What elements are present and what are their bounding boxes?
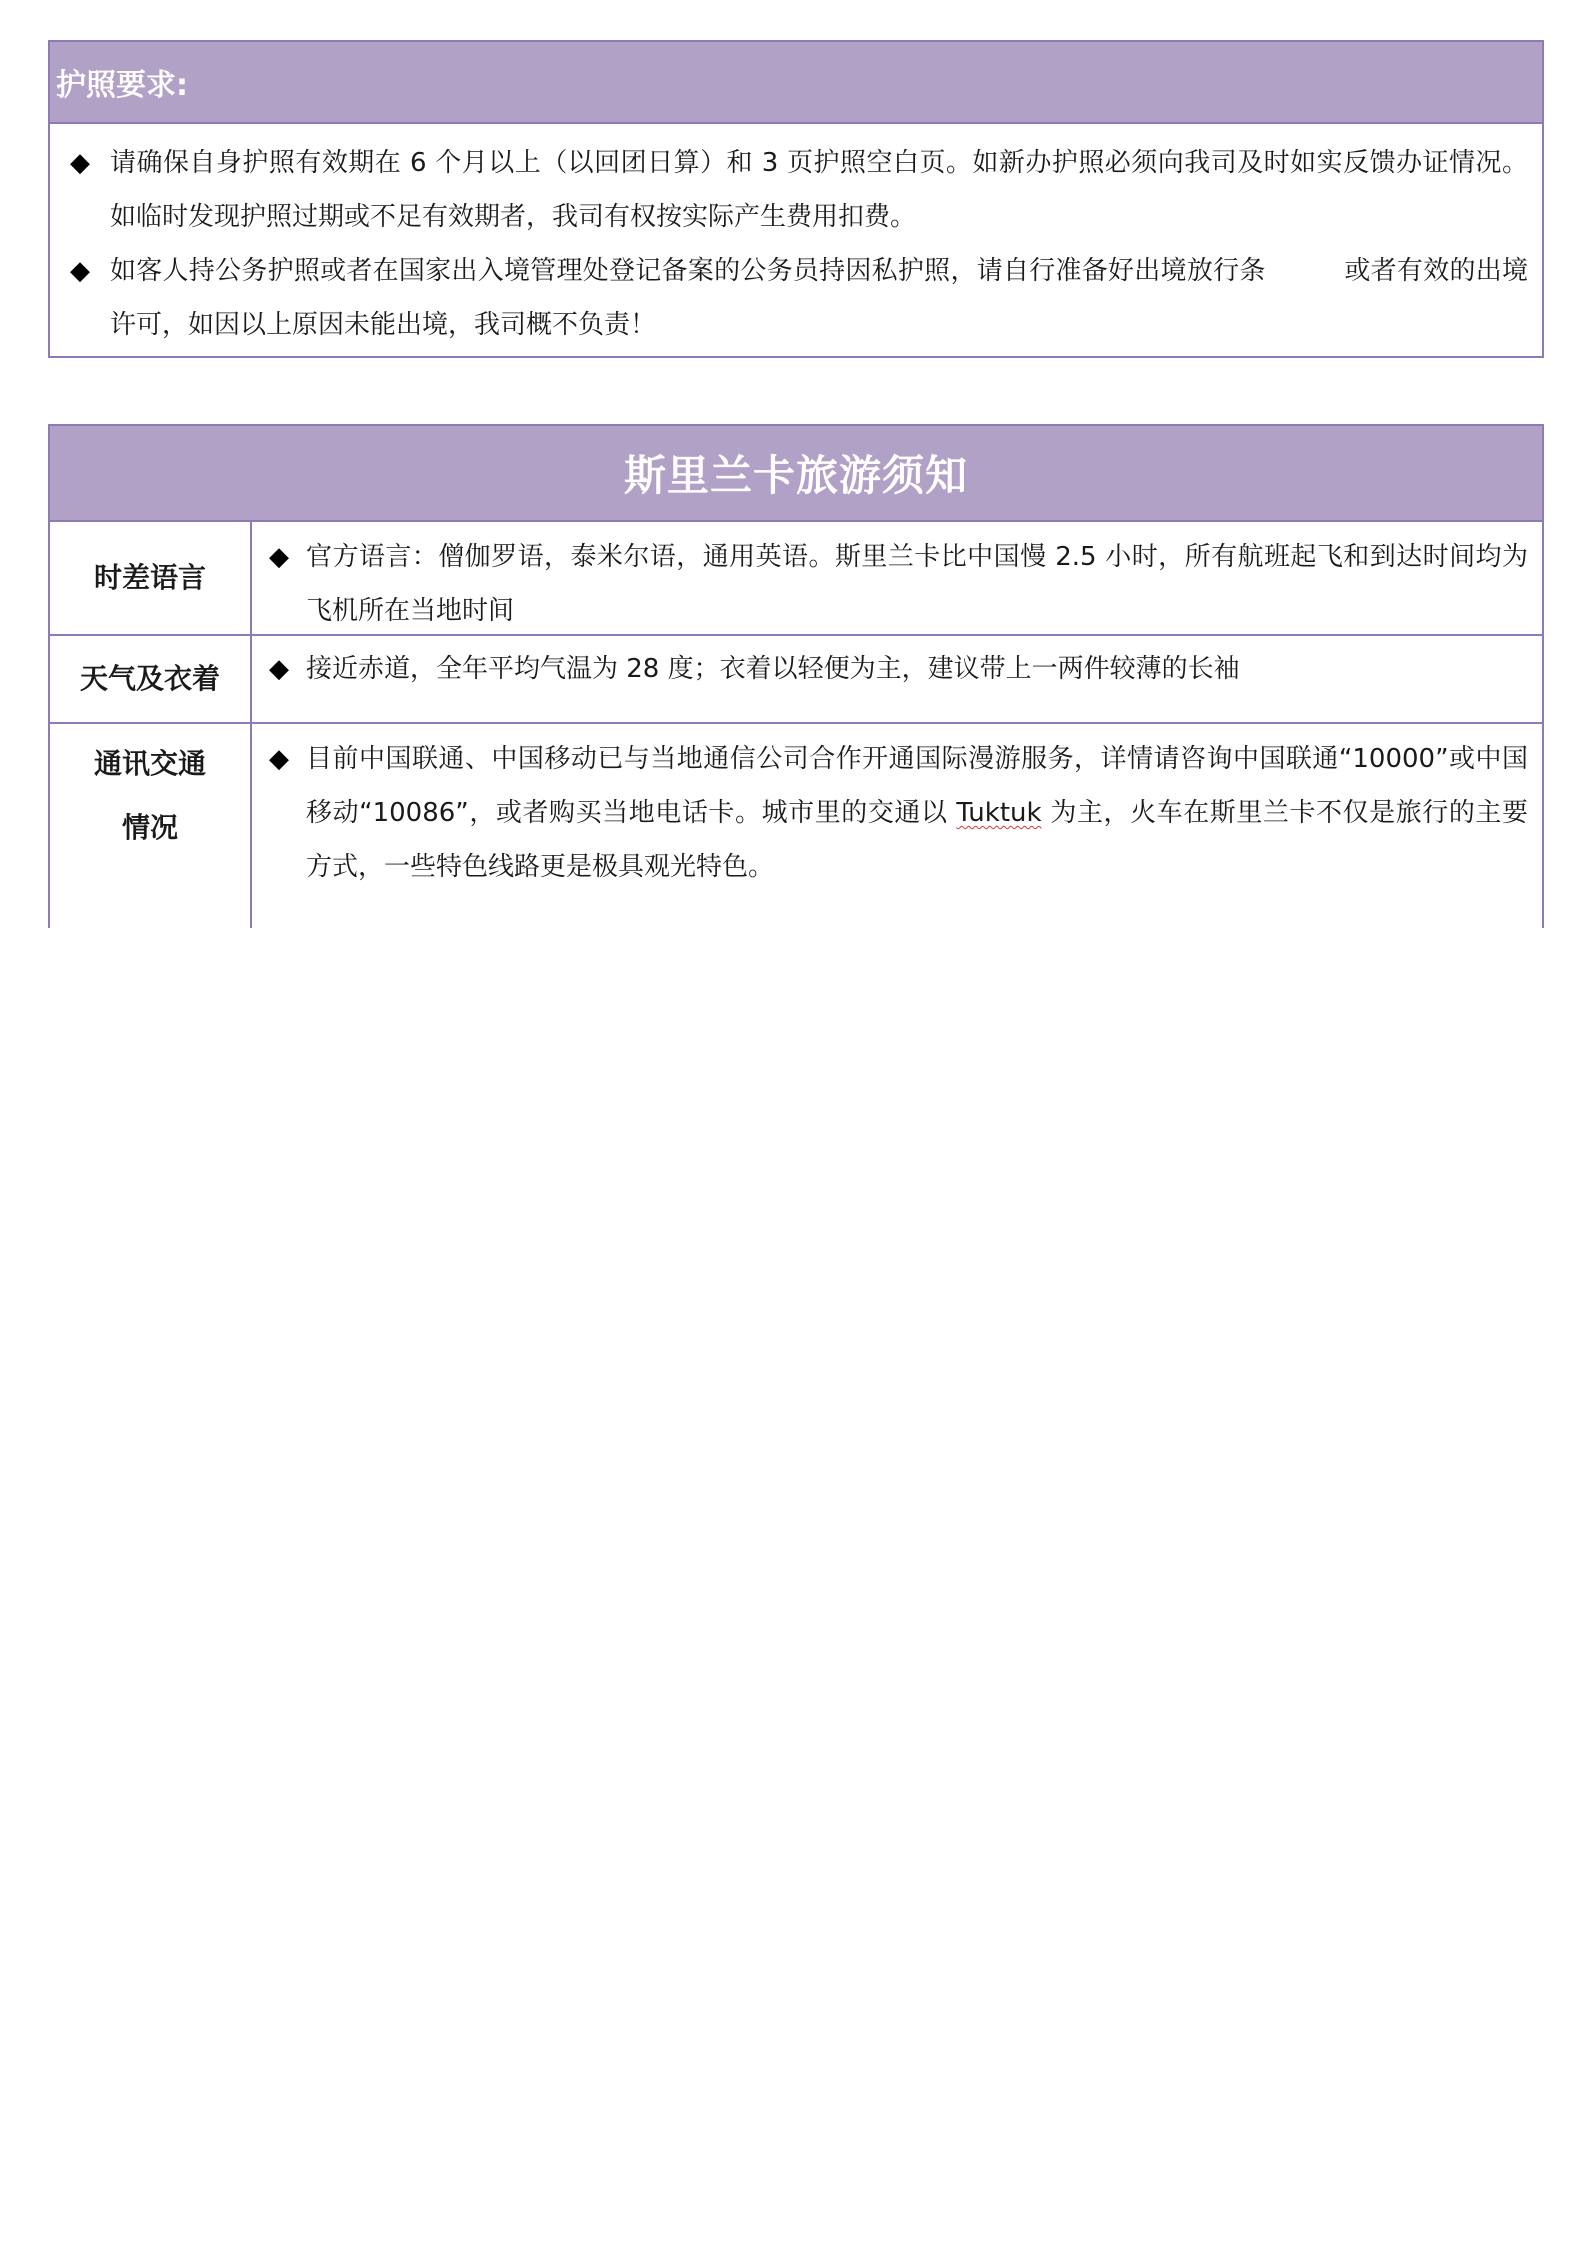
diamond-bullet-icon: ◆: [70, 256, 90, 286]
diamond-bullet-icon: ◆: [269, 654, 289, 684]
list-item: [50, 244, 1528, 352]
table-title-row: [50, 426, 1542, 522]
table-title: 斯里兰卡旅游须知: [623, 451, 968, 500]
spellcheck-marked-word: Tuktuk: [956, 798, 1042, 828]
diamond-bullet-icon: ◆: [269, 542, 289, 572]
row-label-text: 通讯交通情况: [93, 747, 206, 844]
table-row: [50, 724, 1542, 928]
diamond-bullet-icon: ◆: [269, 744, 289, 774]
row-text-part: 目前中国联通、中国移动已与当地通信公司合作开通国际漫游服务，详情请咨询中国联通“10000”或中国移动“10086”，或者购买当地电话卡。城市里的交通以: [306, 744, 1528, 828]
passport-heading: 护照要求:: [56, 68, 188, 103]
row-content: [252, 522, 1542, 634]
row-text-part: 为主，火车在斯里兰卡不仅是旅行的主要方式，一些特色线路更是极具观光特色。: [306, 798, 1529, 882]
row-text: 官方语言：僧伽罗语，泰米尔语，通用英语。斯里兰卡比中国慢 2.5 小时，所有航班起飞和到达时间均为飞机所在当地时间: [306, 542, 1528, 626]
row-text: [306, 732, 1528, 894]
passport-list: [50, 124, 1542, 356]
row-label-communication-transport: [50, 724, 252, 928]
row-content: [252, 724, 1542, 928]
passport-header: [50, 42, 1542, 124]
row-content: [252, 636, 1542, 722]
row-label-weather-clothing: 天气及衣着: [50, 636, 252, 722]
passport-item-text: 如客人持公务护照或者在国家出入境管理处登记备案的公务员持因私护照，请自行准备好出境放行条 或者有效的出境许可，如因以上原因未能出境，我司概不负责！: [110, 256, 1528, 340]
list-item: [50, 136, 1528, 244]
passport-requirements-section: [48, 40, 1544, 358]
travel-notes-table: [48, 424, 1544, 928]
row-label-time-language: 时差语言: [50, 522, 252, 634]
row-text: 接近赤道，全年平均气温为 28 度；衣着以轻便为主，建议带上一两件较薄的长袖: [306, 654, 1240, 684]
passport-item-text: 请确保自身护照有效期在 6 个月以上（以回团日算）和 3 页护照空白页。如新办护照必须向我司及时如实反馈办证情况。如临时发现护照过期或不足有效期者，我司有权按实际产生费用扣费。: [110, 148, 1528, 232]
table-row: [50, 636, 1542, 724]
table-row: [50, 522, 1542, 636]
diamond-bullet-icon: ◆: [70, 148, 90, 178]
